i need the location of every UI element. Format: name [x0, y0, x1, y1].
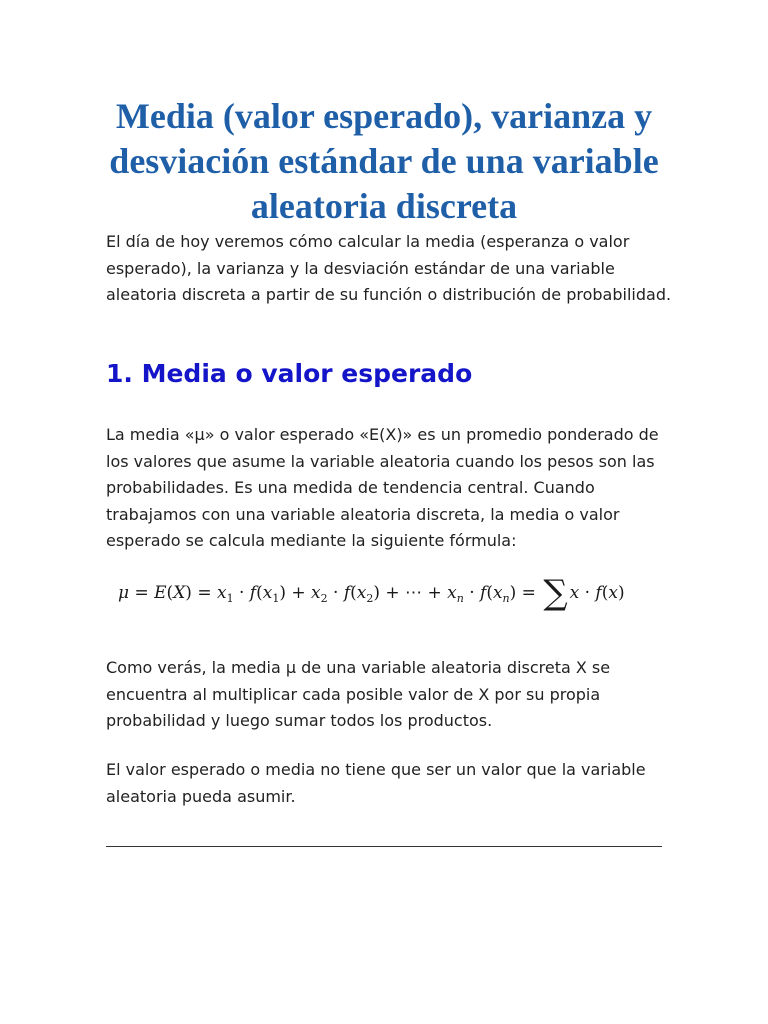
page-title: Media (valor esperado), varianza y desviación estándar de una variable aleatoria discreta [109, 96, 659, 226]
formula-text: $\mu = E(X) = x_1 \cdot f(x_1) + x_2 \cdot f(x_2)$ + ⋯ + $x_n \cdot f(x_n)$ = ∑ x · f(x) [118, 573, 625, 613]
expected-value-formula [118, 572, 658, 614]
media-definition-paragraph: La media «μ» o valor esperado «E(X)» es un promedio ponderado de los valores que asume la variable aleatoria cuando los pesos son las probabilidades. Es una medida de tendencia central. Cuando trabajamos con una variable aleatoria discreta, la media o valor esperado se calcula mediante la siguiente fórmula: [106, 425, 659, 550]
media-note-paragraph: El valor esperado o media no tiene que ser un valor que la variable aleatoria pueda asumir. [106, 760, 646, 806]
horizontal-divider [106, 846, 662, 847]
media-explanation-paragraph: Como verás, la media μ de una variable aleatoria discreta X se encuentra al multiplicar cada posible valor de X por su propia probabilidad y luego sumar todos los productos. [106, 658, 611, 730]
section-heading-media: 1. Media o valor esperado [106, 359, 473, 388]
intro-paragraph: El día de hoy veremos cómo calcular la media (esperanza o valor esperado), la varianza y la desviación estándar de una variable aleatoria discreta a partir de su función o distribución de probabilidad. [106, 232, 672, 304]
